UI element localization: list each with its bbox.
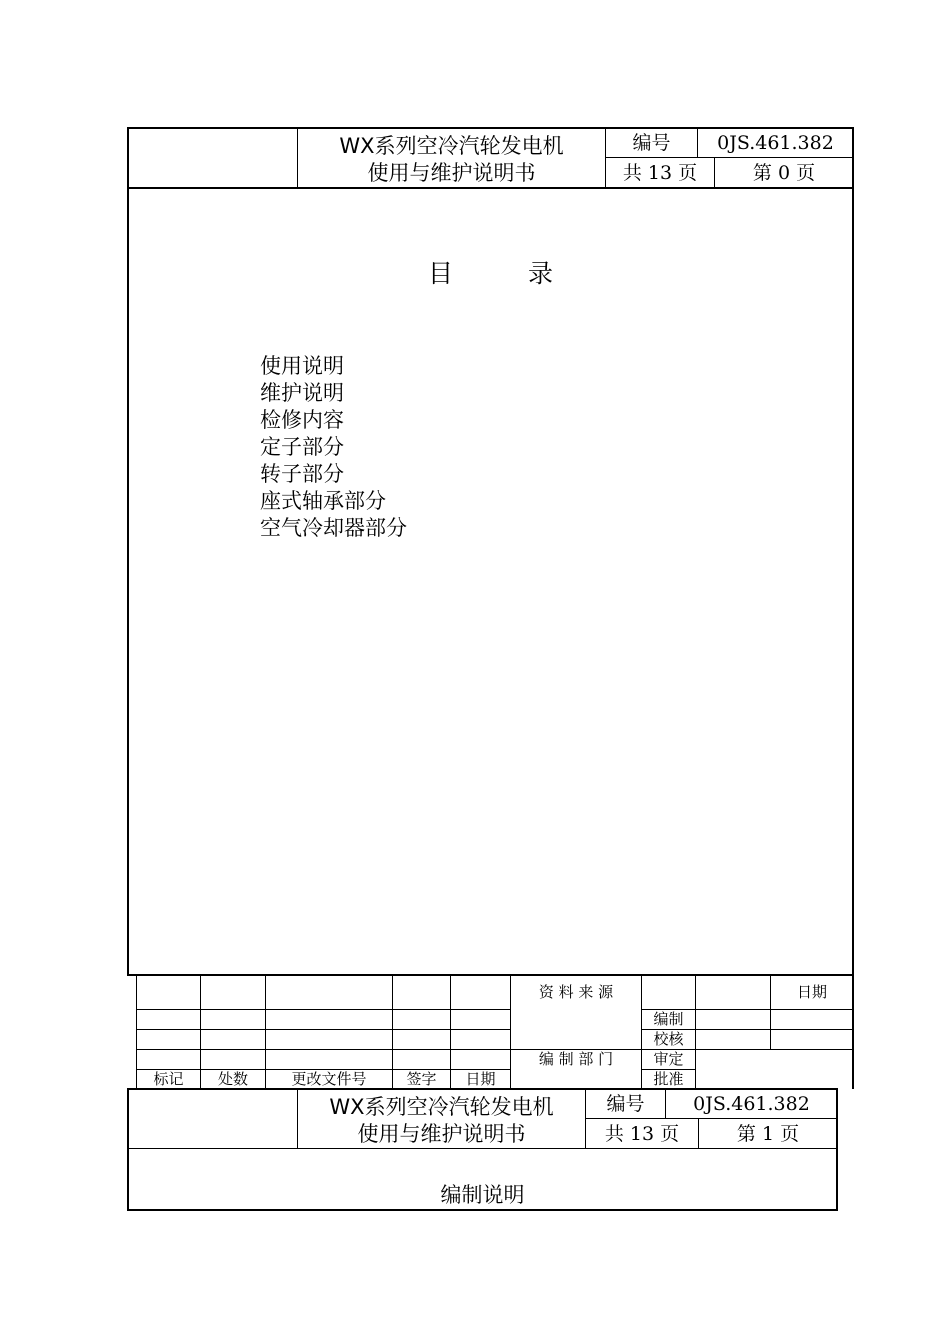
- toc-item: 座式轴承部分: [260, 489, 386, 513]
- page2-title-line2: 使用与维护说明书: [357, 1122, 526, 1146]
- page2-section-title: 编制说明: [440, 1183, 525, 1207]
- page1-code-label: 编号: [632, 132, 671, 154]
- page1-header-bottom-rule: [128, 187, 853, 189]
- page2-code-label: 编号: [606, 1093, 645, 1115]
- page2-header-mid-rule: [585, 1118, 837, 1119]
- toc-item: 检修内容: [260, 408, 344, 432]
- page1-title-line1: WX系列空冷汽轮发电机: [339, 134, 564, 158]
- table-rule: [695, 975, 696, 1089]
- column-label-count: 处数: [217, 1070, 248, 1088]
- page2-title-line1: WX系列空冷汽轮发电机: [329, 1095, 554, 1119]
- page2-total-pages: 共 13 页: [604, 1123, 680, 1145]
- role-label: 编制: [653, 1010, 684, 1028]
- table-rule: [136, 1049, 853, 1050]
- column-label-mark: 标记: [153, 1070, 184, 1088]
- toc-item: 使用说明: [260, 354, 344, 378]
- toc-title: 目 录: [428, 259, 554, 288]
- source-label: 资 料 来 源: [538, 983, 614, 1001]
- toc-item: 转子部分: [260, 462, 344, 486]
- role-label: 批准: [653, 1070, 684, 1088]
- page2-page-number: 第 1 页: [736, 1123, 800, 1145]
- toc-item: 定子部分: [260, 435, 344, 459]
- date-header-label: 日期: [796, 983, 827, 1001]
- page2-code-value: 0JS.461.382: [693, 1093, 810, 1115]
- page1-code-value: 0JS.461.382: [717, 132, 834, 154]
- toc-item: 维护说明: [260, 381, 344, 405]
- page1-frame: [127, 127, 854, 976]
- column-label-date: 日期: [465, 1070, 496, 1088]
- column-label-signature: 签字: [406, 1070, 437, 1088]
- role-label: 校核: [653, 1030, 684, 1048]
- column-label-doc-no: 更改文件号: [291, 1070, 367, 1088]
- page1-title-line2: 使用与维护说明书: [367, 161, 536, 185]
- page1-total-pages: 共 13 页: [622, 162, 698, 184]
- role-label: 审定: [653, 1050, 684, 1068]
- toc-item: 空气冷却器部分: [260, 516, 407, 540]
- table-rule: [136, 1009, 510, 1010]
- table-rule: [136, 1029, 510, 1030]
- dept-label: 编 制 部 门: [538, 1050, 614, 1068]
- page1-page-number: 第 0 页: [752, 162, 816, 184]
- page2-header-bottom-rule: [128, 1148, 837, 1149]
- page1-header-mid-rule: [605, 157, 853, 158]
